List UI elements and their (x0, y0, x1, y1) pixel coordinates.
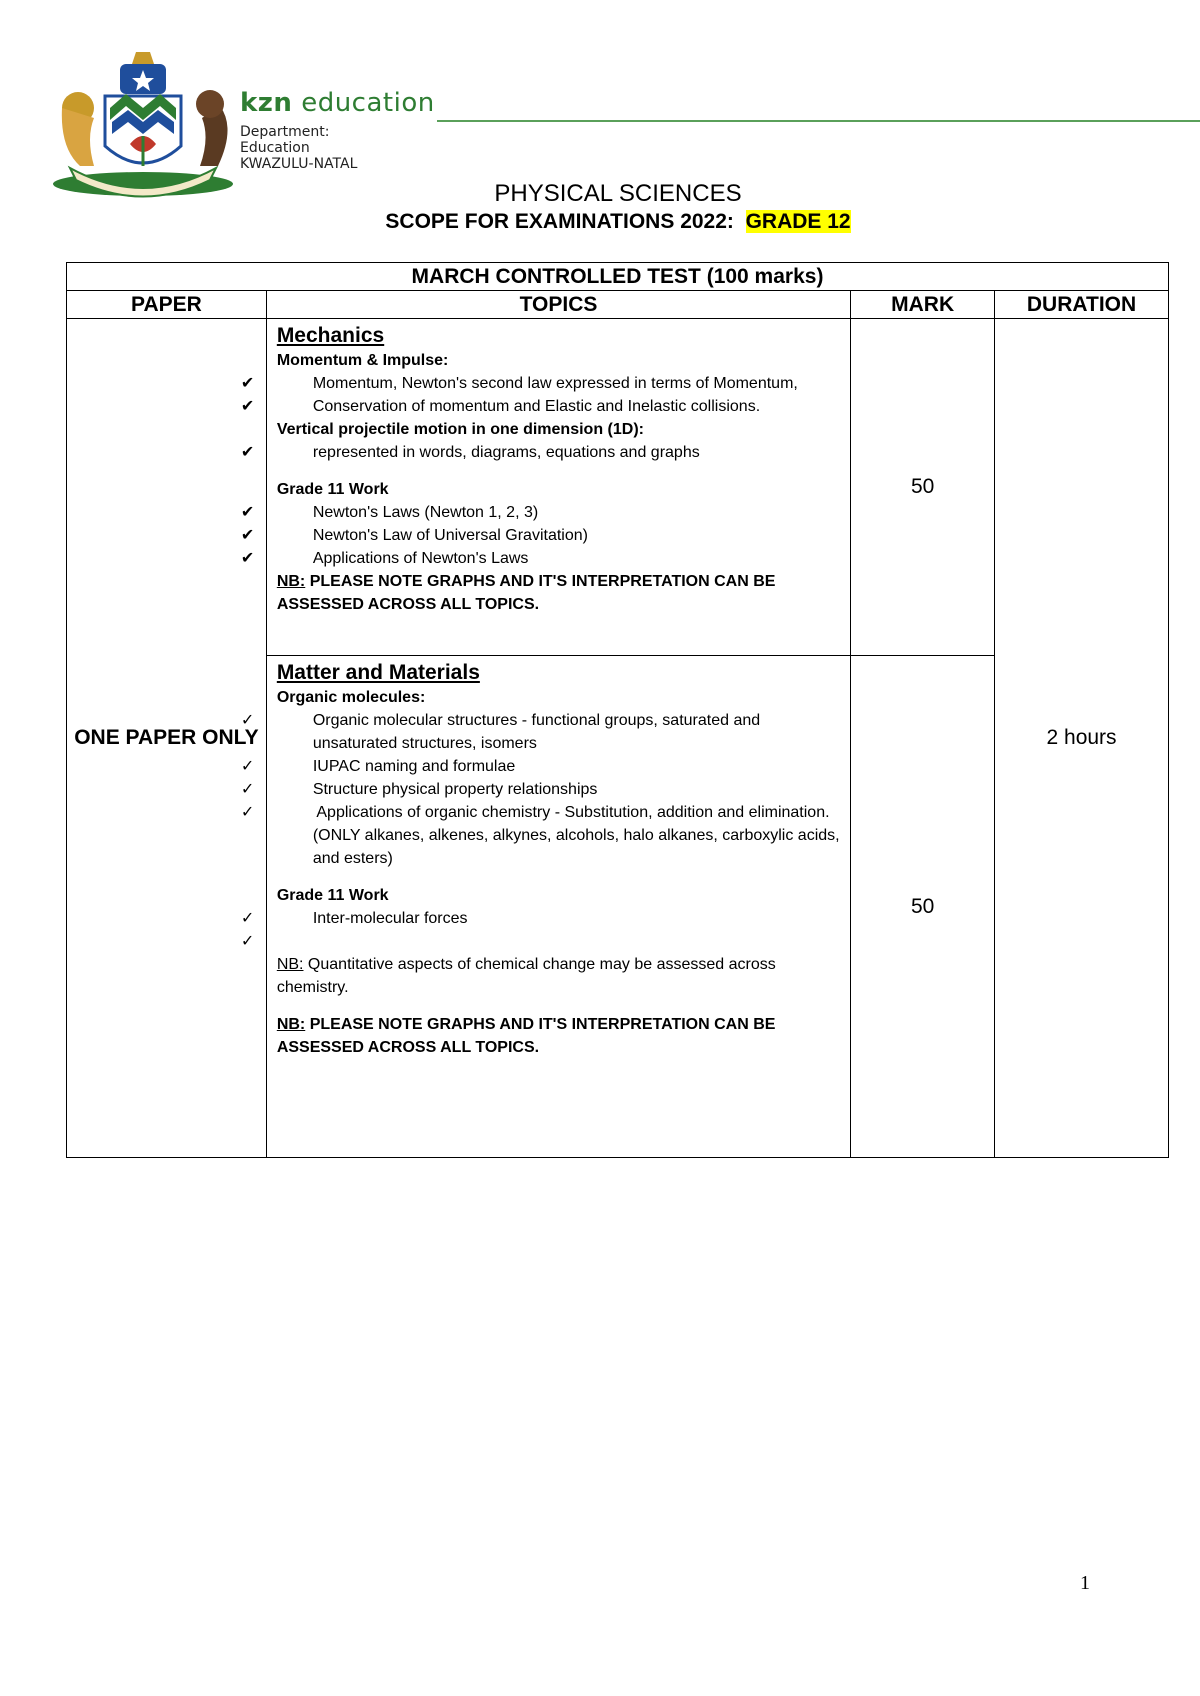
checkmark-icon: ✔ (240, 375, 255, 392)
dept-line-2: Education (240, 140, 310, 156)
grade11-subheading: Grade 11 Work (276, 481, 389, 498)
checkmark-icon: ✓ (240, 804, 255, 821)
scope-table (66, 262, 1169, 1158)
brand-name-bold: kzn (240, 88, 293, 118)
list-item: ✓ Structure physical property relationships (277, 778, 840, 801)
momentum-subheading: Momentum & Impulse: (276, 352, 449, 369)
document-title: PHYSICAL SCIENCES (494, 180, 742, 207)
list-item: ✔ Newton's Laws (Newton 1, 2, 3) (277, 501, 840, 524)
header-topics: TOPICS (266, 291, 850, 319)
checkmark-icon: ✓ (240, 712, 255, 729)
brand-name-rest: education (292, 88, 435, 118)
list-item: ✓ Organic molecular structures - functional groups, saturated and unsaturated structures, isomers (277, 709, 840, 755)
dept-line-1: Department: (240, 124, 330, 140)
matter-note-quantitative: NB: Quantitative aspects of chemical change may be assessed across chemistry. (276, 956, 776, 996)
checkmark-icon: ✔ (240, 398, 255, 415)
subtitle-prefix: SCOPE FOR EXAMINATIONS 2022: (385, 210, 734, 233)
list-item: ✓ IUPAC naming and formulae (277, 755, 840, 778)
grade11-subheading: Grade 11 Work (276, 887, 389, 904)
list-item (240, 930, 840, 953)
checkmark-icon: ✔ (240, 444, 255, 461)
grade-highlight: GRADE 12 (745, 210, 851, 233)
matter-note-graphs: NB: PLEASE NOTE GRAPHS AND IT'S INTERPRETATION CAN BE ASSESSED ACROSS ALL TOPICS. (276, 1016, 776, 1056)
checkmark-icon: ✓ (240, 781, 255, 798)
list-item: ✔ Momentum, Newton's second law expressed in terms of Momentum, (277, 372, 840, 395)
brand-wordmark (240, 88, 435, 118)
dept-line-3: KWAZULU-NATAL (240, 156, 358, 172)
checkmark-icon: ✓ (240, 758, 255, 775)
mechanics-note: NB: PLEASE NOTE GRAPHS AND IT'S INTERPRETATION CAN BE ASSESSED ACROSS ALL TOPICS. (276, 573, 776, 613)
header-paper: PAPER (67, 291, 267, 319)
page-number: 1 (1080, 1572, 1090, 1594)
checkmark-icon: ✓ (240, 910, 255, 927)
department-label (240, 124, 357, 172)
duration-cell: 2 hours (995, 319, 1169, 1158)
mechanics-topics-cell (240, 319, 850, 656)
list-item: ✓ Applications of organic chemistry - Substitution, addition and elimination. (ONLY alkanes, alkenes, alkynes, alcohols, halo alkanes, carboxylic acids, and esters) (277, 801, 840, 870)
header-duration: DURATION (995, 291, 1169, 319)
header-mark: MARK (851, 291, 995, 319)
mechanics-mark: 50 (851, 319, 995, 656)
mechanics-heading: Mechanics (276, 324, 385, 347)
matter-mark: 50 (851, 656, 995, 1158)
kzn-coat-of-arms-logo (50, 48, 236, 200)
checkmark-icon: ✔ (240, 550, 255, 567)
matter-heading: Matter and Materials (276, 661, 480, 684)
list-item: ✔ Newton's Law of Universal Gravitation) (277, 524, 840, 547)
list-item: ✓ Inter-molecular forces (277, 907, 840, 930)
checkmark-icon: ✓ (240, 933, 255, 950)
matter-topics-cell (240, 656, 850, 1158)
organic-subheading: Organic molecules: (276, 689, 426, 706)
brand-divider-line (437, 120, 1200, 122)
checkmark-icon: ✔ (240, 504, 255, 521)
list-item: ✔ Conservation of momentum and Elastic and Inelastic collisions. (277, 395, 840, 418)
projectile-subheading: Vertical projectile motion in one dimension (1D): (276, 421, 644, 438)
checkmark-icon: ✔ (240, 527, 255, 544)
paper-cell: ONE PAPER ONLY (67, 319, 267, 1158)
list-item: ✔ represented in words, diagrams, equations and graphs (277, 441, 840, 464)
document-subtitle (0, 210, 1200, 234)
list-item: ✔ Applications of Newton's Laws (277, 547, 840, 570)
table-caption: MARCH CONTROLLED TEST (100 marks) (67, 263, 1169, 291)
